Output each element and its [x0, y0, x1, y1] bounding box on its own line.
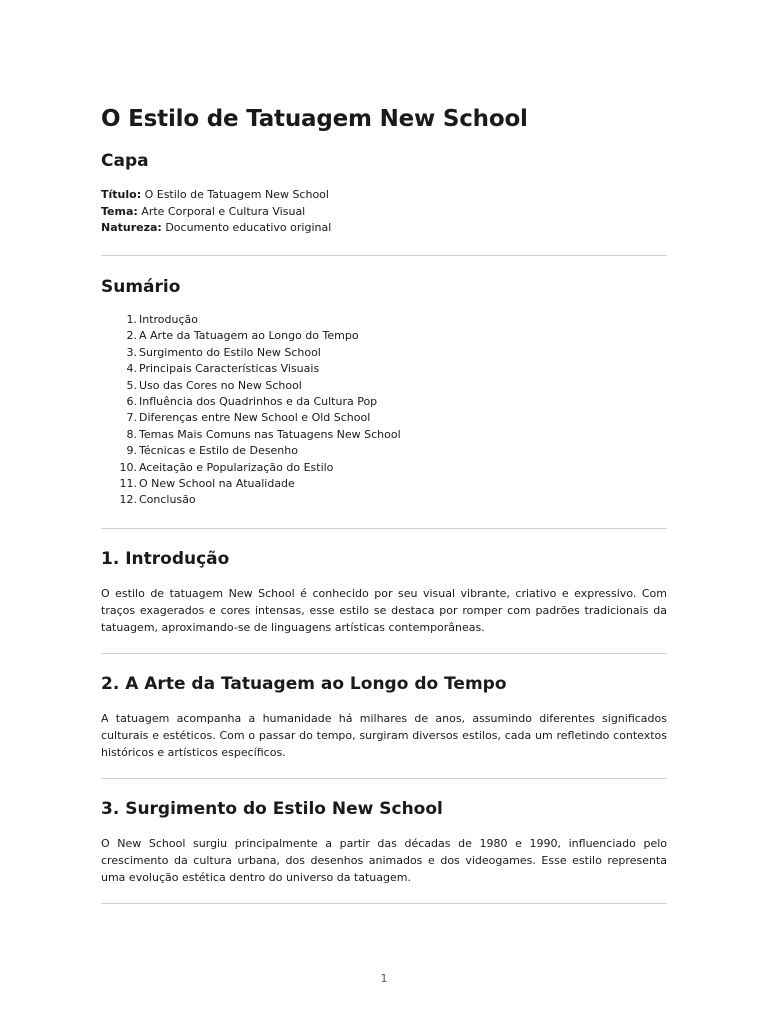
toc-heading: Sumário	[101, 277, 181, 297]
toc-item[interactable]	[101, 410, 401, 426]
toc-item[interactable]	[101, 328, 401, 344]
toc-item-number: 4.	[126, 362, 137, 376]
toc-item-number: 7.	[126, 411, 137, 425]
toc-item-label: Surgimento do Estilo New School	[139, 345, 321, 359]
toc-item[interactable]	[101, 476, 401, 492]
section-paragraph: O estilo de tatuagem New School é conhecido por seu visual vibrante, criativo e expressivo. Com traços exagerados e cores intensas, esse estilo se destaca por romper com padrões tradicionais da tatuagem, aproximando-se de linguagens artísticas contemporâneas.	[101, 587, 667, 635]
toc-item[interactable]	[101, 460, 401, 476]
toc-item-label: Influência dos Quadrinhos e da Cultura Pop	[139, 395, 378, 409]
toc-item-label: Diferenças entre New School e Old School	[139, 411, 371, 425]
cover-field-nature	[101, 220, 331, 237]
section-heading-arte-tatuagem: 2. A Arte da Tatuagem ao Longo do Tempo	[101, 674, 507, 694]
toc-item-number: 6.	[126, 395, 137, 409]
toc-item-label: Conclusão	[139, 493, 196, 507]
toc-item-number: 12.	[119, 493, 137, 507]
section-heading-surgimento: 3. Surgimento do Estilo New School	[101, 799, 443, 819]
cover-field-title	[101, 187, 331, 204]
divider	[101, 255, 667, 256]
field-value: Documento educativo original	[165, 221, 332, 234]
toc-item[interactable]	[101, 361, 401, 377]
toc-item-label: O New School na Atualidade	[139, 477, 295, 491]
section-heading-introducao: 1. Introdução	[101, 549, 230, 569]
toc-item-number: 10.	[119, 460, 137, 474]
toc-item-number: 9.	[126, 444, 137, 458]
toc-item-label: Técnicas e Estilo de Desenho	[139, 444, 298, 458]
section-paragraph: A tatuagem acompanha a humanidade há milhares de anos, assumindo diferentes significados culturais e estéticos. Com o passar do tempo, surgiram diversos estilos, cada um refletindo contextos históricos e artísticos específicos.	[101, 712, 667, 760]
cover-heading: Capa	[101, 151, 149, 171]
divider	[101, 903, 667, 904]
toc-item-label: Temas Mais Comuns nas Tatuagens New School	[139, 427, 401, 441]
field-value: O Estilo de Tatuagem New School	[144, 188, 329, 201]
field-value: Arte Corporal e Cultura Visual	[141, 204, 306, 218]
divider	[101, 528, 667, 529]
toc-item-label: Uso das Cores no New School	[139, 378, 302, 392]
toc-item-label: A Arte da Tatuagem ao Longo do Tempo	[139, 329, 359, 343]
toc-item[interactable]	[101, 492, 401, 508]
divider	[101, 653, 667, 654]
page-number: 1	[380, 972, 388, 985]
toc-item-number: 11.	[119, 477, 137, 491]
toc-item-number: 5.	[126, 378, 137, 392]
toc-item-number: 3.	[126, 345, 137, 359]
toc-item-number: 8.	[126, 427, 137, 441]
toc-item[interactable]	[101, 378, 401, 394]
cover-field-theme	[101, 204, 331, 221]
toc-item[interactable]	[101, 443, 401, 459]
toc-item-label: Principais Características Visuais	[139, 362, 320, 376]
toc-item-number: 1.	[126, 313, 137, 326]
toc-item-label: Introdução	[139, 313, 199, 326]
field-label: Natureza:	[101, 221, 162, 234]
toc-item[interactable]	[101, 427, 401, 443]
table-of-contents	[101, 312, 401, 509]
toc-item-number: 2.	[126, 329, 137, 343]
divider	[101, 778, 667, 779]
toc-item[interactable]	[101, 345, 401, 361]
document-title: O Estilo de Tatuagem New School	[101, 106, 528, 132]
section-paragraph: O New School surgiu principalmente a partir das décadas de 1980 e 1990, influenciado pelo crescimento da cultura urbana, dos desenhos animados e dos videogames. Esse estilo representa uma evolução estética dentro do universo da tatuagem.	[101, 837, 667, 885]
toc-item[interactable]	[101, 394, 401, 410]
field-label: Título:	[101, 188, 142, 201]
toc-item[interactable]	[101, 312, 401, 328]
cover-fields	[101, 187, 331, 237]
toc-item-label: Aceitação e Popularização do Estilo	[139, 460, 334, 474]
field-label: Tema:	[101, 204, 138, 218]
